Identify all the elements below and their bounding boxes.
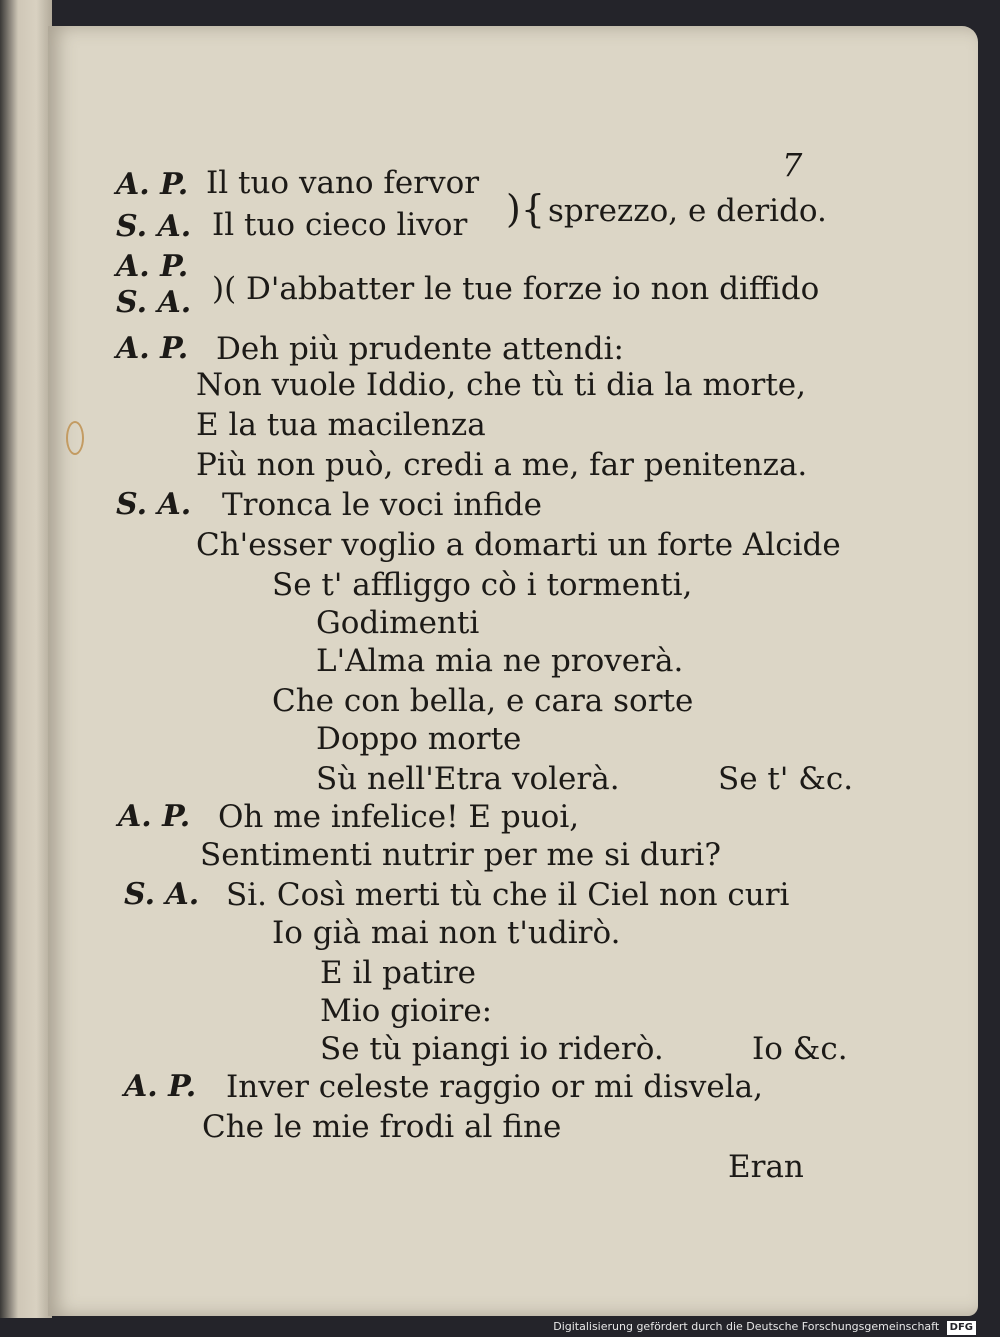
verse-line: Tronca le voci infide — [222, 487, 542, 523]
speaker-label: A. P. — [118, 799, 191, 834]
verse-line: Ch'esser voglio a domarti un forte Alcide — [196, 527, 841, 563]
verse-line: Deh più prudente attendi: — [216, 331, 624, 367]
verse-line: Si. Così merti tù che il Ciel non curi — [226, 877, 790, 913]
verse-line: Godimenti — [316, 605, 480, 641]
speaker-label: S. A. — [116, 285, 192, 320]
speaker-label: A. P. — [116, 331, 189, 366]
speaker-label: S. A. — [116, 487, 192, 522]
verse-line: Non vuole Iddio, che tù ti dia la morte, — [196, 367, 806, 403]
verse-line: Oh me infelice! E puoi, — [218, 799, 580, 835]
verse-line: Doppo morte — [316, 721, 522, 757]
verse-line: sprezzo, e derido. — [548, 193, 827, 229]
speaker-label: S. A. — [124, 877, 200, 912]
page-number: 7 — [782, 146, 803, 184]
digitization-credit — [553, 1317, 976, 1337]
dfg-logo: DFG — [947, 1321, 976, 1335]
brace-mark: ){ — [506, 187, 546, 231]
speaker-label: A. P. — [116, 167, 189, 202]
verse-line: )( D'abbatter le tue forze io non diffido — [212, 271, 820, 307]
verse-line: Inver celeste raggio or mi disvela, — [226, 1069, 763, 1105]
verse-line: Più non può, credi a me, far penitenza. — [196, 447, 808, 483]
verse-line: Che con bella, e cara sorte — [272, 683, 694, 719]
speaker-label: A. P. — [124, 1069, 197, 1104]
binding-thread — [66, 421, 84, 455]
speaker-label: A. P. — [116, 249, 189, 284]
verse-line: Sentimenti nutrir per me si duri? — [200, 837, 721, 873]
verse-line: Il tuo cieco livor — [212, 207, 468, 243]
verse-line: Se t' affliggo cò i tormenti, — [272, 567, 693, 603]
verse-line: L'Alma mia ne proverà. — [316, 643, 684, 679]
verse-line: Io &c. — [752, 1031, 848, 1067]
credit-text: Digitalisierung gefördert durch die Deutsche Forschungsgemeinschaft — [553, 1320, 940, 1333]
verse-line: Mio gioire: — [320, 993, 493, 1029]
catchword: Eran — [728, 1149, 804, 1185]
verse-line: Sù nell'Etra volerà. — [316, 761, 620, 797]
book-spine — [0, 0, 52, 1318]
speaker-label: S. A. — [116, 209, 192, 244]
verse-line: Se t' &c. — [718, 761, 854, 797]
verse-line: Se tù piangi io riderò. — [320, 1031, 664, 1067]
verse-line: Io già mai non t'udirò. — [272, 915, 621, 951]
verse-line: E la tua macilenza — [196, 407, 486, 443]
verse-line: E il patire — [320, 955, 477, 991]
verse-line: Il tuo vano fervor — [206, 165, 480, 201]
verse-line: Che le mie frodi al fine — [202, 1109, 562, 1145]
